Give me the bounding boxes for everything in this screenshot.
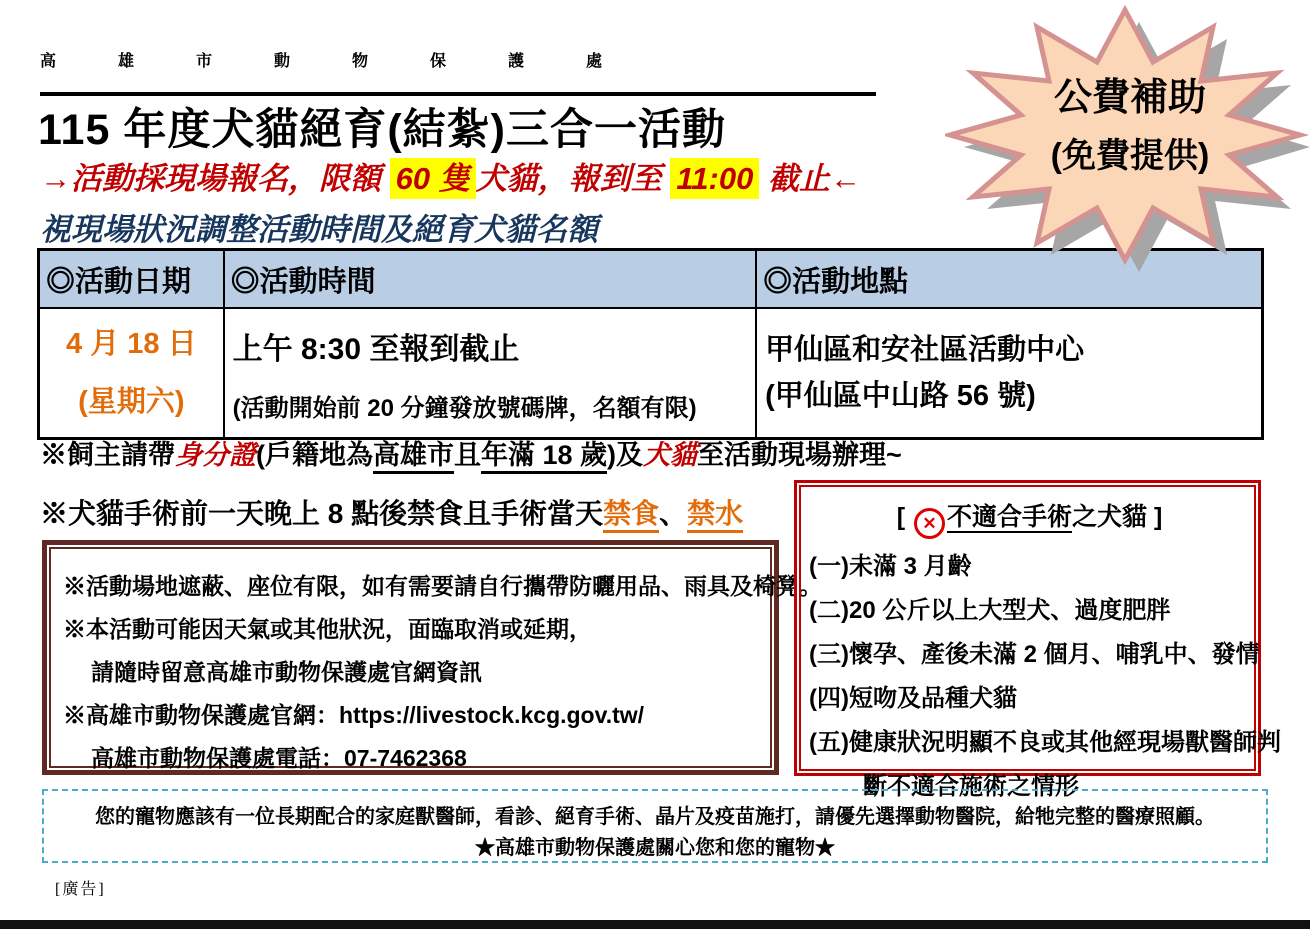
event-date: 4 月 18 日 (66, 328, 197, 360)
info-line-phone: 高雄市動物保護處電話：07-7462368 (91, 745, 467, 771)
title-underlined: 不適合手術 (946, 503, 1072, 531)
notice-highlight-time: 11:00 (670, 158, 759, 199)
bottom-divider (0, 920, 1310, 929)
notice-highlight-quota: 60 隻 (390, 158, 476, 199)
event-title: 115 年度犬貓絕育(結紮)三合一活動 (38, 106, 726, 154)
info-line-website: ※高雄市動物保護處官網：https://livestock.kcg.gov.tw/ (63, 702, 645, 728)
subsidy-badge-text (980, 69, 1280, 185)
owner-note-id-card: 身分證 (175, 440, 256, 470)
unsuitable-item-2: (二)20 公斤以上大型犬、過度肥胖 (809, 597, 1171, 624)
info-line-venue: ※活動場地遮蔽、座位有限，如有需要請自行攜帶防曬用品、雨具及椅凳。 (63, 573, 822, 599)
event-time-note: (活動開始前 20 分鐘發放號碼牌，名額有限) (232, 394, 697, 422)
fasting-note-text: ※犬貓手術前一天晚上 8 點後禁食且手術當天 (40, 498, 604, 529)
owner-requirements-note (40, 433, 902, 472)
notice-text-1: →活動採現場報名，限額 (40, 161, 390, 196)
circle-x-icon: ✕ (914, 508, 945, 539)
title-rest: 之犬貓 (1072, 503, 1148, 531)
title-bracket-open: [ (896, 503, 912, 531)
fasting-no-food: 禁食 (603, 498, 659, 533)
vet-advice-line2: ★高雄市動物保護處關心您和您的寵物★ (475, 837, 835, 859)
subsidy-badge (945, 3, 1310, 293)
info-line-website-note: 請隨時留意高雄市動物保護處官網資訊 (91, 659, 482, 685)
unsuitable-item-3: (三)懷孕、產後未滿 2 個月、哺乳中、發情 (809, 641, 1260, 668)
unsuitable-pets-title (809, 497, 1250, 539)
registration-notice (40, 153, 861, 198)
header-place: ◎活動地點 (756, 250, 1262, 309)
event-weekday: (星期六) (78, 386, 185, 418)
unsuitable-item-1: (一)未滿 3 月齡 (809, 553, 972, 580)
vet-advice-line1: 您的寵物應該有一位長期配合的家庭獸醫師，看診、絕育手術、晶片及疫苗施打，請優先選擇動物醫院，給牠完整的醫療照顧。 (95, 806, 1215, 828)
owner-note-text-1: ※飼主請帶 (40, 440, 175, 470)
event-time-cell (224, 308, 756, 439)
info-line-weather: ※本活動可能因天氣或其他狀況，面臨取消或延期， (63, 616, 592, 642)
unsuitable-pets-box (794, 480, 1281, 800)
notice-text-2: 犬貓，報到至 (475, 161, 671, 196)
ad-label: [廣告] (55, 881, 106, 898)
owner-note-age: 年滿 18 歲 (481, 440, 607, 474)
sub-notice: 視現場狀況調整活動時間及絕育犬貓名額 (40, 204, 598, 256)
event-time: 上午 8:30 至報到截止 (232, 332, 520, 366)
event-place-cell (756, 308, 1262, 439)
event-table-row (39, 308, 1263, 439)
vet-advice-box (42, 789, 1268, 863)
subsidy-badge-line2: (免費提供) (1050, 137, 1210, 175)
event-place: 甲仙區和安社區活動中心 (765, 334, 1085, 366)
unsuitable-item-4: (四)短吻及品種犬貓 (809, 685, 1017, 712)
org-title: 高雄市動物保護處 (40, 34, 876, 96)
fasting-note (40, 492, 743, 532)
owner-note-text-2: (戶籍地為 (256, 440, 373, 470)
event-date-cell (39, 308, 224, 439)
header-time: ◎活動時間 (224, 250, 756, 309)
owner-note-text-4: )及 (607, 440, 644, 470)
owner-note-city: 高雄市 (373, 440, 454, 474)
subsidy-badge-line1: 公費補助 (1053, 77, 1206, 119)
fasting-no-water: 禁水 (687, 498, 743, 533)
header-date: ◎活動日期 (39, 250, 224, 309)
unsuitable-item-5-cont: 斷不適合施術之情形 (863, 773, 1079, 800)
notice-text-3: 截止← (759, 161, 861, 196)
owner-note-pets: 犬貓 (643, 440, 698, 470)
owner-note-text-5: 至活動現場辦理~ (697, 440, 902, 470)
fasting-comma: 、 (659, 498, 688, 529)
owner-note-text-3: 且 (454, 440, 481, 470)
event-info-box (42, 540, 822, 775)
title-bracket-close: ] (1147, 503, 1163, 531)
event-address: (甲仙區中山路 56 號) (765, 380, 1036, 412)
unsuitable-item-5: (五)健康狀況明顯不良或其他經現場獸醫師判 (809, 729, 1281, 756)
